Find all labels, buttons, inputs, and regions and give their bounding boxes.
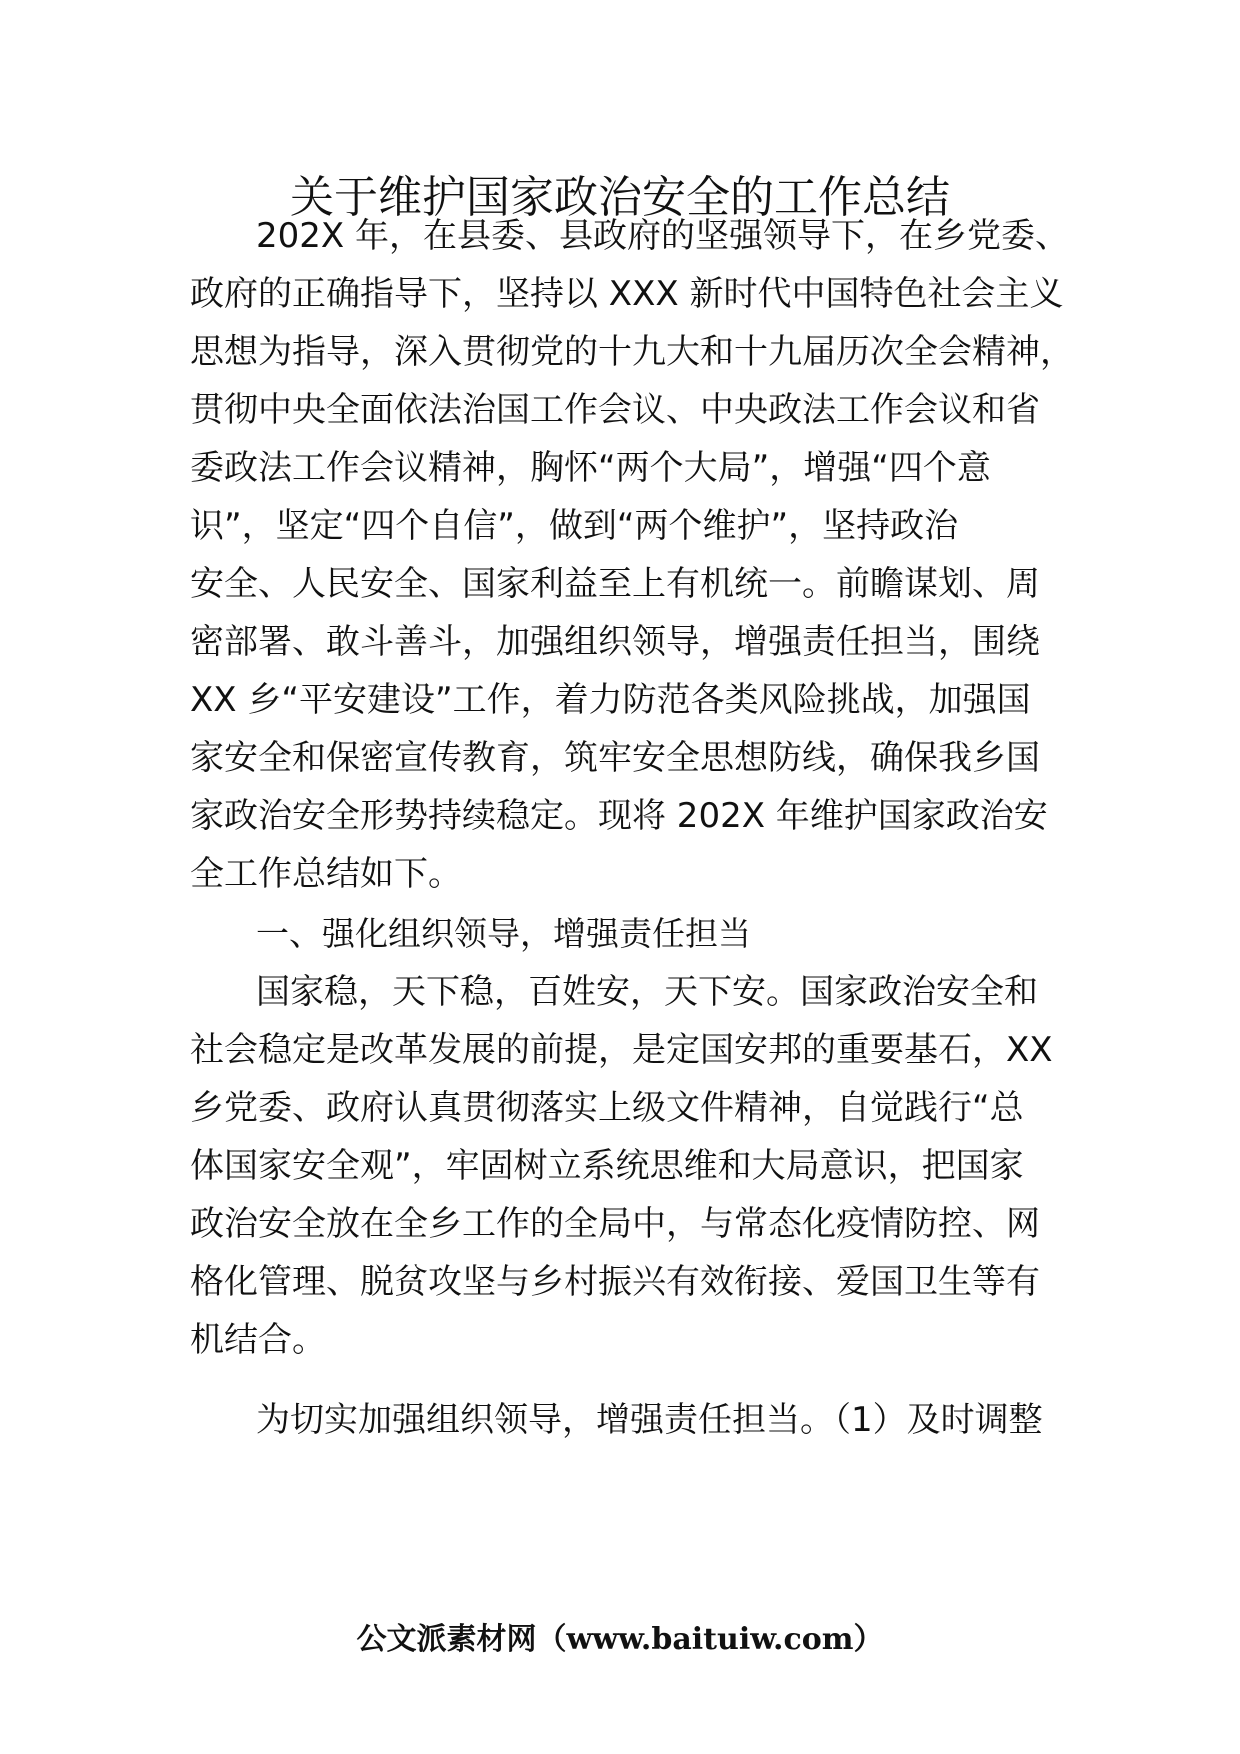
paragraph-line: 贯彻中央全面依法治国工作会议、中央政法工作会议和省	[190, 390, 1040, 430]
paragraph-line: XX 乡“平安建设”工作，着力防范各类风险挑战，加强国	[190, 680, 1031, 720]
document-title: 关于维护国家政治安全的工作总结	[290, 172, 950, 223]
footer-watermark: 公文派素材网（www.baituiw.com）	[356, 1622, 884, 1657]
paragraph-line: 识”，坚定“四个自信”，做到“两个维护”，坚持政治	[190, 506, 959, 546]
paragraph-line: 密部署、敢斗善斗，加强组织领导，增强责任担当，围绕	[190, 622, 1040, 662]
paragraph-line: 委政法工作会议精神，胸怀“两个大局”，增强“四个意	[190, 448, 991, 488]
section-heading: 一、强化组织领导，增强责任担当	[256, 914, 751, 953]
paragraph-line: 全工作总结如下。	[190, 854, 462, 894]
paragraph-line: 思想为指导，深入贯彻党的十九大和十九届历次全会精神，	[190, 332, 1074, 372]
paragraph-line: 国家稳，天下稳，百姓安，天下安。国家政治安全和	[256, 972, 1038, 1012]
paragraph-line: 机结合。	[190, 1320, 326, 1360]
paragraph-line: 格化管理、脱贫攻坚与乡村振兴有效衔接、爱国卫生等有	[190, 1262, 1040, 1302]
paragraph-line: 家政治安全形势持续稳定。现将 202X 年维护国家政治安	[190, 796, 1048, 836]
paragraph-line: 政府的正确指导下，坚持以 XXX 新时代中国特色社会主义	[190, 274, 1064, 314]
paragraph-line: 为切实加强组织领导，增强责任担当。（1）及时调整	[256, 1400, 1043, 1440]
paragraph-line: 202X 年，在县委、县政府的坚强领导下，在乡党委、	[256, 216, 1069, 256]
paragraph-line: 安全、人民安全、国家利益至上有机统一。前瞻谋划、周	[190, 564, 1040, 604]
paragraph-line: 乡党委、政府认真贯彻落实上级文件精神，自觉践行“总	[190, 1088, 1024, 1128]
paragraph-line: 体国家安全观”，牢固树立系统思维和大局意识，把国家	[190, 1146, 1024, 1186]
paragraph-line: 政治安全放在全乡工作的全局中，与常态化疫情防控、网	[190, 1204, 1040, 1244]
paragraph-line: 社会稳定是改革发展的前提，是定国安邦的重要基石，XX	[190, 1030, 1053, 1070]
paragraph-line: 家安全和保密宣传教育，筑牢安全思想防线，确保我乡国	[190, 738, 1040, 778]
